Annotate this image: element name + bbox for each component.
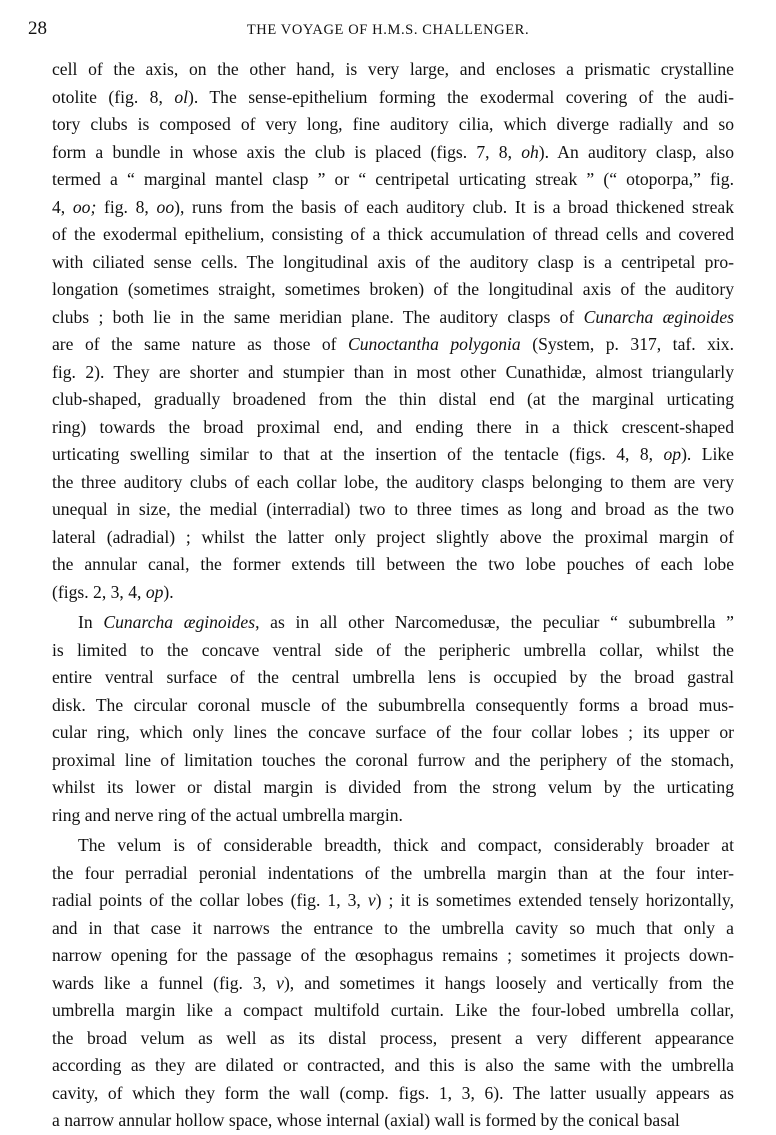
italic-text: ol	[174, 86, 189, 107]
italic-text: Cunarcha æginoides	[103, 612, 256, 632]
text-line	[52, 887, 734, 915]
text-line	[52, 942, 734, 970]
text-line	[52, 1080, 734, 1108]
text-run: of the exodermal epithelium, consisting of a thick accumulation of thread cells and covered	[52, 224, 734, 244]
text-run: narrow opening for the passage of the œsophagus remains ; sometimes it projects down-	[52, 945, 734, 965]
text-line	[52, 997, 734, 1025]
text-line	[52, 915, 734, 943]
paragraph	[52, 56, 734, 606]
italic-text: Cunoctantha polygonia	[347, 334, 521, 354]
text-run: ).	[163, 581, 174, 602]
italic-text: v	[367, 890, 376, 910]
text-run: proximal line of limitation touches the coronal furrow and the periphery of the stomach,	[52, 749, 734, 770]
text-line	[52, 194, 734, 222]
text-line	[52, 609, 734, 637]
italic-text: op	[663, 444, 682, 464]
text-line	[52, 386, 734, 414]
text-run: fig. 2). They are shorter and stumpier than in most other Cunathidæ, almost triangularly	[52, 361, 734, 382]
text-run: (System, p. 317, taf. xix.	[520, 334, 734, 354]
text-line	[52, 496, 734, 524]
text-run: ring and nerve ring of the actual umbrella margin.	[52, 804, 403, 825]
text-run: a narrow annular hollow space, whose internal (axial) wall is formed by the conical basal	[52, 1110, 680, 1130]
text-run: are of the same nature as those of	[52, 334, 348, 354]
text-run: ring) towards the broad proximal end, and ending there in a thick crescent-shaped	[52, 416, 734, 437]
text-line	[52, 551, 734, 579]
text-run: the four perradial peronial indentations of the umbrella margin than at the four inter-	[52, 862, 734, 883]
text-run: In	[78, 612, 104, 632]
page-number: 28	[28, 18, 47, 39]
text-line	[52, 747, 734, 775]
text-run: , as in all other Narcomedusæ, the peculiar “ subumbrella ”	[255, 612, 734, 632]
text-line	[52, 719, 734, 747]
text-line	[52, 331, 734, 359]
text-line	[52, 359, 734, 387]
text-run: cular ring, which only lines the concave surface of the four collar lobes ; its upper or	[52, 722, 734, 742]
text-run: radial points of the collar lobes (fig. 1, 3,	[52, 890, 368, 910]
text-run: form a bundle in whose axis the club is placed (figs. 7, 8,	[52, 141, 522, 162]
text-run: ), runs from the basis of each auditory club. It is a broad thickened streak	[174, 196, 734, 217]
text-run: ). The sense-epithelium forming the exodermal covering of the audi-	[188, 86, 734, 107]
text-run: ). An auditory clasp, also	[538, 141, 734, 162]
text-line	[52, 579, 734, 607]
italic-text: v	[276, 972, 284, 993]
text-run: the three auditory clubs of each collar lobe, the auditory clasps belonging to them are very	[52, 471, 734, 492]
italic-text: Cunarcha æginoides	[583, 306, 734, 327]
text-line	[52, 832, 734, 860]
text-line	[52, 1052, 734, 1080]
text-line	[52, 469, 734, 497]
text-run: wards like a funnel (fig. 3,	[52, 972, 277, 993]
text-line	[52, 637, 734, 665]
text-run: umbrella margin like a compact multifold curtain. Like the four-lobed umbrella collar,	[52, 1000, 734, 1020]
text-run: the annular canal, the former extends till between the two lobe pouches of each lobe	[52, 554, 734, 574]
text-run: unequal in size, the medial (interradial) two to three times as long and broad as the two	[52, 499, 734, 519]
paragraph	[52, 832, 734, 1135]
text-line	[52, 774, 734, 802]
text-run: fig. 8,	[96, 196, 157, 217]
text-line	[52, 692, 734, 720]
text-line	[52, 441, 734, 469]
text-line	[52, 139, 734, 167]
text-line	[52, 664, 734, 692]
text-run: and in that case it narrows the entrance to the umbrella cavity so much that only a	[52, 917, 734, 938]
text-run: whilst its lower or distal margin is divided from the strong velum by the urticating	[52, 777, 734, 797]
italic-text: op	[145, 581, 164, 602]
text-run: ), and sometimes it hangs loosely and vertically from the	[283, 972, 734, 993]
text-run: according as they are dilated or contracted, and this is also the same with the umbrella	[52, 1055, 734, 1075]
italic-text: oo	[156, 196, 175, 217]
running-title: THE VOYAGE OF H.M.S. CHALLENGER.	[246, 22, 530, 38]
text-line	[52, 84, 734, 112]
text-run: ) ; it is sometimes extended tensely horizontally,	[375, 890, 734, 910]
text-run: lateral (adradial) ; whilst the latter only project slightly above the proximal margin of	[52, 526, 734, 547]
text-run: cell of the axis, on the other hand, is very large, and encloses a prismatic crystalline	[52, 59, 734, 79]
text-line	[52, 1107, 734, 1135]
text-line	[52, 970, 734, 998]
text-run: urticating swelling similar to that at the insertion of the tentacle (figs. 4, 8,	[52, 444, 664, 464]
text-run: 4,	[52, 196, 73, 217]
text-run: (figs. 2, 3, 4,	[52, 581, 146, 602]
text-line	[52, 111, 734, 139]
text-line	[52, 414, 734, 442]
text-line	[52, 276, 734, 304]
text-run: disk. The circular coronal muscle of the subumbrella consequently forms a broad mus-	[52, 694, 734, 715]
text-line	[52, 524, 734, 552]
paragraph	[52, 609, 734, 829]
text-line	[52, 304, 734, 332]
text-run: otolite (fig. 8,	[52, 86, 175, 107]
text-run: the broad velum as well as its distal process, present a very different appearance	[52, 1027, 734, 1048]
text-line	[52, 802, 734, 830]
text-run: entire ventral surface of the central umbrella lens is occupied by the broad gastral	[52, 667, 734, 687]
italic-text: oo;	[72, 196, 97, 217]
text-line	[52, 166, 734, 194]
text-line	[52, 860, 734, 888]
text-run: is limited to the concave ventral side of the peripheric umbrella collar, whilst the	[52, 639, 734, 660]
text-run: with ciliated sense cells. The longitudinal axis of the auditory clasp is a centripetal pro-	[52, 251, 734, 272]
text-line	[52, 249, 734, 277]
body-text	[52, 56, 734, 1135]
text-run: club-shaped, gradually broadened from the thin distal end (at the marginal urticating	[52, 389, 734, 409]
text-line	[52, 221, 734, 249]
text-run: clubs ; both lie in the same meridian plane. The auditory clasps of	[52, 306, 584, 327]
text-run: The velum is of considerable breadth, thick and compact, considerably broader at	[78, 835, 734, 855]
italic-text: oh	[521, 141, 539, 162]
text-run: cavity, of which they form the wall (comp. figs. 1, 3, 6). The latter usually appears as	[52, 1082, 734, 1103]
text-run: termed a “ marginal mantel clasp ” or “ centripetal urticating streak ” (“ otoporpa,” fig.	[52, 169, 734, 189]
text-run: longation (sometimes straight, sometimes broken) of the longitudinal axis of the auditory	[52, 279, 734, 299]
text-line	[52, 1025, 734, 1053]
text-run: ). Like	[681, 444, 734, 464]
text-run: tory clubs is composed of very long, fine auditory cilia, which diverge radially and so	[52, 114, 734, 134]
text-line	[52, 56, 734, 84]
